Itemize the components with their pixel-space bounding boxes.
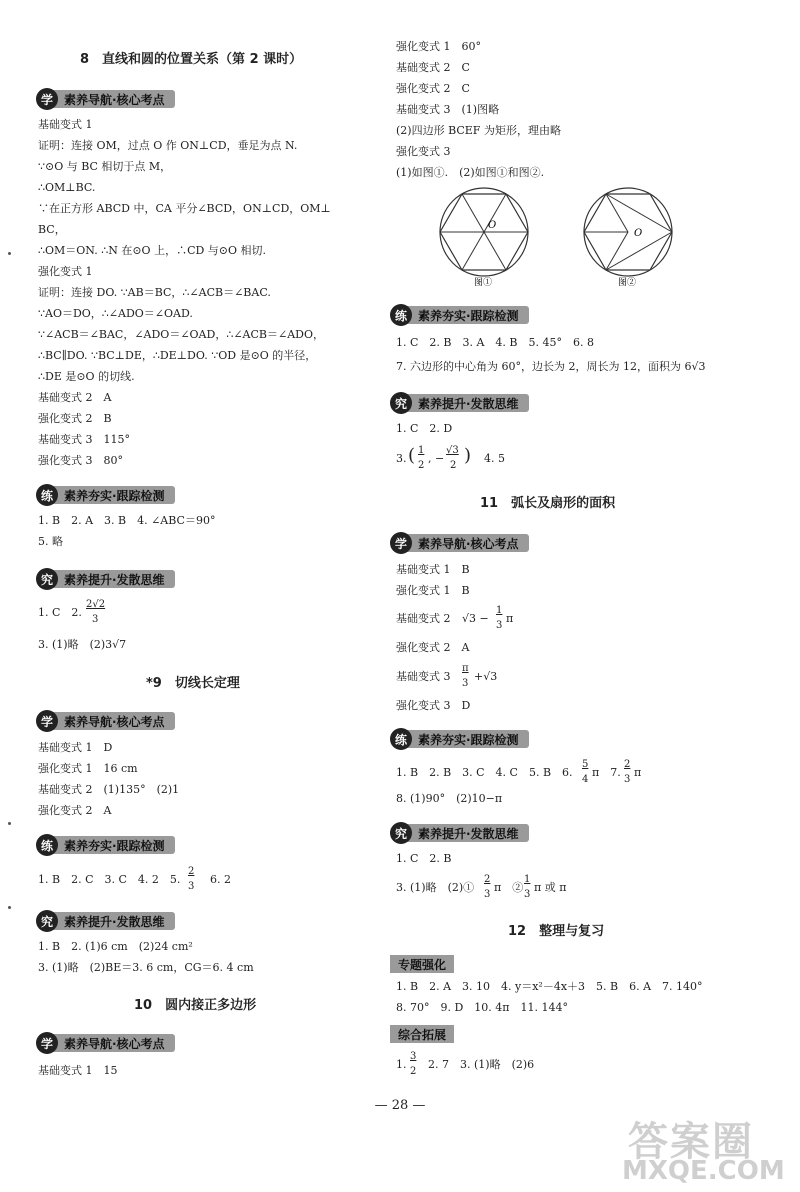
fraction-denominator: 2 [418, 460, 425, 471]
answer-line: ∵∠ACB＝∠BAC，∠ADO＝∠OAD，∴∠ACB＝∠ADO， [38, 328, 324, 341]
math-expr: π 7. [592, 766, 621, 779]
jiu-badge: 究 [390, 392, 412, 414]
answer-line: 8. (1)90° (2)10−π [396, 792, 503, 805]
fraction-numerator: √3 [446, 445, 459, 456]
fraction-denominator: 3 [524, 889, 531, 900]
answer-line: 强化变式 2 C [396, 82, 470, 95]
banner-lian [390, 728, 529, 750]
fraction-numerator: 1 [496, 605, 503, 616]
answer-line: 基础变式 1 D [38, 741, 113, 754]
answer-line: 强化变式 2 A [38, 804, 112, 817]
banner-jiu [36, 568, 175, 590]
jiu-badge: 究 [36, 910, 58, 932]
answer-line: 强化变式 2 A [396, 641, 470, 654]
fraction-denominator: 3 [188, 881, 195, 892]
xue-badge: 学 [36, 710, 58, 732]
answer-line: 证明：连接 DO. ∵AB＝BC，∴∠ACB＝∠BAC. [38, 286, 271, 299]
answer-line: 基础变式 1 15 [38, 1064, 118, 1077]
fig2-caption: 图② [618, 278, 637, 288]
zhuanti-label: 专题强化 [390, 955, 454, 973]
xue-label: 素养导航·核心考点 [50, 712, 175, 730]
answer-line: 5. 略 [38, 535, 63, 548]
xue-label: 素养导航·核心考点 [50, 90, 175, 108]
figure-hexagon-1 [430, 184, 540, 288]
fraction-numerator: π [462, 663, 469, 674]
banner-jiu [36, 910, 175, 932]
answer-line: ∵在正方形 ABCD 中，CA 平分∠BCD，ON⊥CD，OM⊥ [38, 202, 331, 215]
section-8-title: 8 直线和圆的位置关系（第 2 课时） [80, 52, 303, 67]
answer-line: 强化变式 3 [396, 145, 451, 158]
banner-xue [390, 532, 529, 554]
math-expr: π [634, 766, 642, 779]
fraction-numerator: 3 [410, 1051, 417, 1062]
answer-line: ∴OM⊥BC. [38, 181, 96, 194]
section-10-title: 10 圆内接正多边形 [134, 998, 257, 1013]
answer-line: 基础变式 2 (1)135° (2)1 [38, 783, 180, 796]
fig1-caption: 图① [474, 278, 493, 288]
fraction-numerator: 2 [484, 874, 491, 885]
lian-badge: 练 [36, 484, 58, 506]
comma-minus: , − [428, 452, 445, 465]
answer-line: 基础变式 1 B [396, 563, 470, 576]
fraction-numerator: 2 [188, 866, 195, 877]
fig-center-label: O [634, 228, 643, 239]
paren-close: ) [464, 445, 472, 466]
answer-line: 1. B 2. A 3. 10 4. y＝x²－4x＋3 5. B 6. A 7. 140° [396, 980, 703, 993]
margin-dot [8, 252, 11, 255]
answer-line: 1. C 2. D [396, 422, 453, 435]
answer-line: 4. 5 [484, 452, 505, 465]
answer-line: 基础变式 3 [396, 670, 451, 683]
answer-line: 强化变式 1 60° [396, 40, 481, 53]
answer-line: 强化变式 3 D [396, 699, 471, 712]
fraction-numerator: 5 [582, 759, 589, 770]
xue-badge: 学 [36, 88, 58, 110]
answer-line: 1. B 2. (1)6 cm (2)24 cm² [38, 940, 193, 953]
math-expr: π [506, 612, 514, 625]
answer-line: 7. 六边形的中心角为 60°，边长为 2，周长为 12，面积为 6√3 [396, 360, 706, 373]
answer-line: 强化变式 1 [38, 265, 93, 278]
answer-line: 强化变式 1 B [396, 584, 470, 597]
jiu-label: 素养提升·发散思维 [404, 824, 529, 842]
xue-label: 素养导航·核心考点 [50, 1034, 175, 1052]
lian-label: 素养夯实·跟踪检测 [404, 306, 529, 324]
answer-line: 基础变式 3 (1)图略 [396, 103, 500, 116]
answer-line: 强化变式 3 80° [38, 454, 123, 467]
math-expr: π 或 π [534, 881, 567, 894]
answer-line: (1)如图①. (2)如图①和图②. [396, 166, 545, 179]
answer-line: 1. B 2. A 3. B 4. ∠ABC＝90° [38, 514, 216, 527]
answer-line: (2)四边形 BCEF 为矩形，理由略 [396, 124, 561, 137]
lian-label: 素养夯实·跟踪检测 [50, 836, 175, 854]
fraction-denominator: 3 [496, 620, 503, 631]
answer-line: 强化变式 1 16 cm [38, 762, 138, 775]
xue-badge: 学 [390, 532, 412, 554]
answer-line: 基础变式 1 [38, 118, 93, 131]
xue-label: 素养导航·核心考点 [404, 534, 529, 552]
banner-lian [36, 834, 175, 856]
answer-line: 基础变式 2 C [396, 61, 470, 74]
math-expr: +√3 [474, 670, 498, 683]
answer-line: 3. [396, 452, 407, 465]
answer-line: 强化变式 2 B [38, 412, 112, 425]
banner-lian [390, 304, 529, 326]
answer-line: 证明：连接 OM，过点 O 作 ON⊥CD，垂足为点 N. [38, 139, 298, 152]
banner-lian [36, 484, 175, 506]
answer-line: 基础变式 2 [396, 612, 451, 625]
fraction-numerator: 2√2 [86, 599, 106, 610]
answer-line: 基础变式 3 115° [38, 433, 130, 446]
fraction-denominator: 2 [410, 1066, 417, 1077]
margin-dot [8, 822, 11, 825]
margin-dot [8, 906, 11, 909]
banner-xue [36, 710, 175, 732]
xue-badge: 学 [36, 1032, 58, 1054]
fraction-numerator: 1 [524, 874, 531, 885]
zonghe-label: 综合拓展 [390, 1025, 454, 1043]
banner-jiu [390, 392, 529, 414]
fraction-denominator: 3 [484, 889, 491, 900]
fraction-denominator: 3 [92, 614, 99, 625]
math-expr: √3 − [462, 612, 489, 625]
fraction-numerator: 2 [624, 759, 631, 770]
lian-badge: 练 [390, 728, 412, 750]
lian-badge: 练 [36, 834, 58, 856]
fraction-denominator: 4 [582, 774, 589, 785]
answer-line: ∵⊙O 与 BC 相切于点 M， [38, 160, 172, 173]
figure-hexagon-2 [574, 184, 684, 288]
answer-line: ∴OM＝ON. ∴N 在⊙O 上，∴CD 与⊙O 相切. [38, 244, 267, 257]
answer-line: 8. 70° 9. D 10. 4π 11. 144° [396, 1001, 569, 1014]
answer-line: 1. B 2. B 3. C 4. C 5. B 6. [396, 766, 573, 779]
answer-line: 3. (1)略 (2)① [396, 881, 475, 894]
answer-line: ∴DE 是⊙O 的切线. [38, 370, 135, 383]
lian-label: 素养夯实·跟踪检测 [50, 486, 175, 504]
math-expr: π ② [494, 881, 524, 894]
answer-line: 1. C 2. B [396, 852, 452, 865]
fraction-denominator: 3 [462, 678, 469, 689]
answer-line: 2. 7 3. (1)略 (2)6 [428, 1058, 535, 1071]
answer-line: 6. 2 [210, 873, 231, 886]
answer-line: BC， [38, 223, 66, 236]
watermark-logo: 答案圈 [628, 1119, 754, 1165]
answer-line: ∵AO＝DO，∴∠ADO＝∠OAD. [38, 307, 193, 320]
banner-xue [36, 88, 175, 110]
lian-badge: 练 [390, 304, 412, 326]
section-9-title: *9 切线长定理 [146, 676, 240, 691]
watermark-site: MXQE.COM [622, 1156, 785, 1186]
fraction-denominator: 2 [450, 460, 457, 471]
fig-center-label: O [488, 220, 497, 231]
section-12-title: 12 整理与复习 [508, 924, 605, 939]
jiu-badge: 究 [36, 568, 58, 590]
answer-line: 1. C 2. [38, 606, 82, 619]
answer-line: 1. B 2. C 3. C 4. 2 5. [38, 873, 181, 886]
fraction-numerator: 1 [418, 445, 425, 456]
jiu-label: 素养提升·发散思维 [50, 912, 175, 930]
banner-jiu [390, 822, 529, 844]
answer-line: 基础变式 2 A [38, 391, 112, 404]
jiu-label: 素养提升·发散思维 [50, 570, 175, 588]
answer-line: 1. C 2. B 3. A 4. B 5. 45° 6. 8 [396, 336, 594, 349]
jiu-label: 素养提升·发散思维 [404, 394, 529, 412]
lian-label: 素养夯实·跟踪检测 [404, 730, 529, 748]
banner-xue [36, 1032, 175, 1054]
jiu-badge: 究 [390, 822, 412, 844]
section-11-title: 11 弧长及扇形的面积 [480, 496, 616, 511]
paren-open: ( [408, 445, 416, 466]
fraction-denominator: 3 [624, 774, 631, 785]
answer-line: ∴BC∥DO. ∵BC⊥DE，∴DE⊥DO. ∵OD 是⊙O 的半径， [38, 349, 317, 362]
answer-line: 3. (1)略 (2)3√7 [38, 638, 127, 651]
page-number: — 28 — [374, 1098, 426, 1113]
answer-line: 3. (1)略 (2)BE＝3. 6 cm，CG＝6. 4 cm [38, 961, 254, 974]
answer-line: 1. [396, 1058, 407, 1071]
